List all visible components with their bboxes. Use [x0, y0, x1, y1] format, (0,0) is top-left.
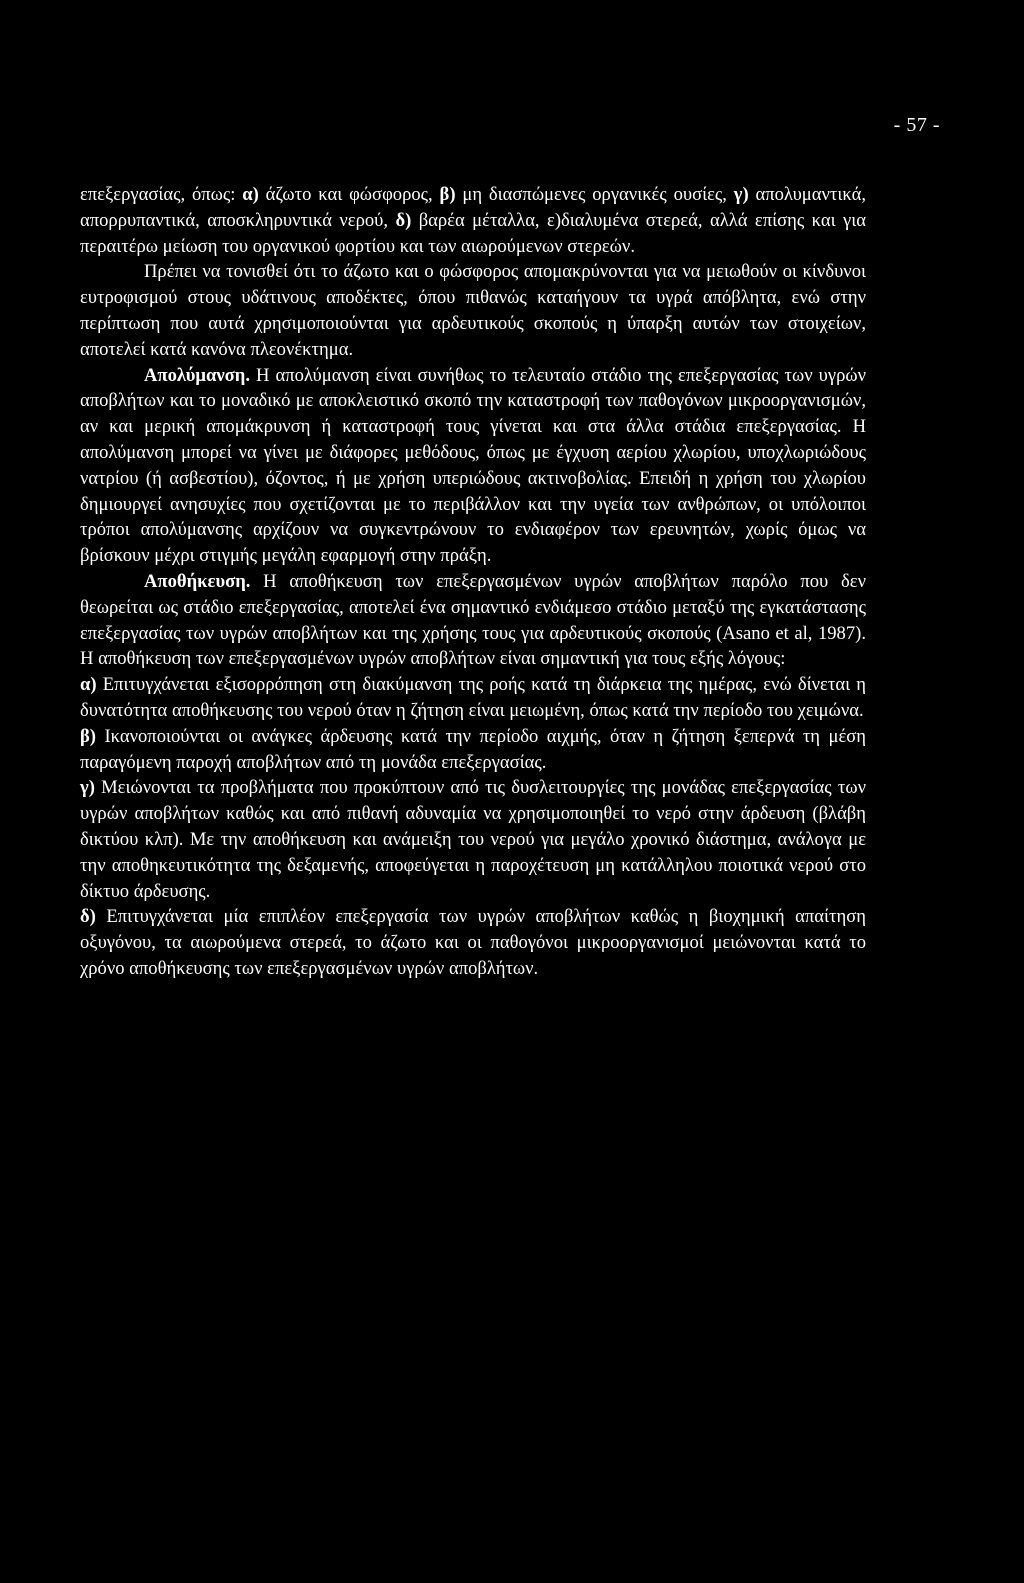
storage-heading: Αποθήκευση. [144, 570, 251, 592]
reason-text: Επιτυγχάνεται εξισορρόπηση στη διακύμανση της ροής κατά τη διάρκεια της ημέρας, ενώ δίνεται η δυνατότητα αποθήκευσης του νερού όταν η ζήτηση είναι μειωμένη, όπως κατά την περίοδο του χειμώνα. [80, 674, 866, 721]
intro-item-c: απολυμαντικά, απορρυπαντικά, αποσκληρυντικά νερού, [80, 184, 866, 231]
reason-label: α) [80, 674, 97, 696]
document-body [80, 182, 866, 982]
reason-item [80, 775, 866, 904]
intro-item-a: άζωτο και φώσφορος, [258, 184, 440, 205]
storage-text: Η αποθήκευση των επεξεργασμένων υγρών αποβλήτων παρόλο που δεν θεωρείται ως στάδιο επεξεργασίας, αποτελεί ένα σημαντικό ενδιάμεσο στάδιο μεταξύ της εγκατάστασης επεξεργασίας των υγρών αποβλήτων και της χρήσης τους για αρδευτικούς σκοπούς (Asano et al, 1987). Η αποθήκευση των επεξεργασμένων υγρών αποβλήτων είναι σημαντική για τους εξής λόγους: [80, 570, 866, 670]
reason-label: δ) [80, 906, 96, 928]
item-label-b: β) [439, 184, 456, 205]
reason-item [80, 672, 866, 724]
reason-label: β) [80, 725, 96, 747]
disinfection-text: Η απολύμανση είναι συνήθως το τελευταίο στάδιο της επεξεργασίας των υγρών αποβλήτων και το μοναδικό με αποκλειστικό σκοπό την καταστροφή των παθογόνων μικροοργανισμών, αν και μερική απομάκρυνση ή καταστροφή τους γίνεται και στα άλλα στάδια επεξεργασίας. Η απολύμανση μπορεί να γίνει με διάφορες μεθόδους, όπως με έγχυση αερίου χλωρίου, υποχλωριώδους νατρίου (ή ασβεστίου), όζοντος, ή με χρήση υπεριώδους ακτινοβολίας. Επειδή η χρήση του χλωρίου δημιουργεί ανησυχίες που σχετίζονται με το περιβάλλον και την υγεία των ανθρώπων, οι υπόλοιποι τρόποι απολύμανσης αρχίζουν να συγκεντρώνουν το ενδιαφέρον των ερευνητών, χωρίς όμως να βρίσκουν μέχρι στιγμής μεγάλη εφαρμογή στην πράξη. [80, 364, 866, 567]
nutrients-paragraph: Πρέπει να τονισθεί ότι το άζωτο και ο φώσφορος απομακρύνονται για να μειωθούν οι κίνδυνοι ευτροφισμού στους υδάτινους αποδέκτες, όπου πιθανώς καταήγουν τα υγρά απόβλητα, ενώ στην περίπτωση που αυτά χρησιμοποιούνται για αρδευτικούς σκοπούς η ύπαρξη αυτών των στοιχείων, αποτελεί κατά κανόνα πλεονέκτημα. [80, 261, 866, 360]
reason-item [80, 904, 866, 981]
intro-paragraph [80, 182, 866, 259]
reason-text: Μειώνονται τα προβλήματα που προκύπτουν από τις δυσλειτουργίες της μονάδας επεξεργασίας των υγρών αποβλήτων καθώς και από πιθανή αδυναμία να χρησιμοποιηθεί το νερό στην άρδευση (βλάβη δικτύου κλπ). Με την αποθήκευση και ανάμειξη του νερού για μεγάλο χρονικό διάστημα, ανάλογα με την αποθηκευτικότητα της δεξαμενής, αποφεύγεται η παροχέτευση μη κατάλληλου ποιοτικά νερού στο δίκτυο άρδευσης. [80, 777, 866, 902]
page-number: - 57 - [893, 114, 940, 136]
disinfection-paragraph [80, 363, 866, 569]
reason-text: Επιτυγχάνεται μία επιπλέον επεξεργασία των υγρών αποβλήτων καθώς η βιοχημική απαίτηση οξυγόνου, τα αιωρούμενα στερεά, το άζωτο και οι παθογόνοι μικροοργανισμοί μειώνονται κατά το χρόνο αποθήκευσης των επεξεργασμένων υγρών αποβλήτων. [80, 906, 866, 979]
intro-item-d: βαρέα μέταλλα, ε)διαλυμένα στερεά, αλλά επίσης και για περαιτέρω μείωση του οργανικού φορτίου και των αιωρούμενων στερεών. [80, 209, 866, 257]
reason-label: γ) [80, 777, 95, 799]
reason-text: Ικανοποιούνται οι ανάγκες άρδευσης κατά την περίοδο αιχμής, όταν η ζήτηση ξεπερνά τη μέση παραγόμενη παροχή αποβλήτων από τη μονάδα επεξεργασίας. [80, 725, 866, 773]
reason-item [80, 724, 866, 776]
intro-item-b: μη διασπώμενες οργανικές ουσίες, [455, 184, 734, 205]
storage-paragraph [80, 569, 866, 672]
item-label-d: δ) [395, 209, 412, 231]
item-label-c: γ) [733, 184, 749, 205]
intro-prefix: επεξεργασίας, όπως: [80, 184, 243, 205]
disinfection-heading: Απολύμανση. [144, 364, 250, 386]
item-label-a: α) [242, 184, 259, 205]
